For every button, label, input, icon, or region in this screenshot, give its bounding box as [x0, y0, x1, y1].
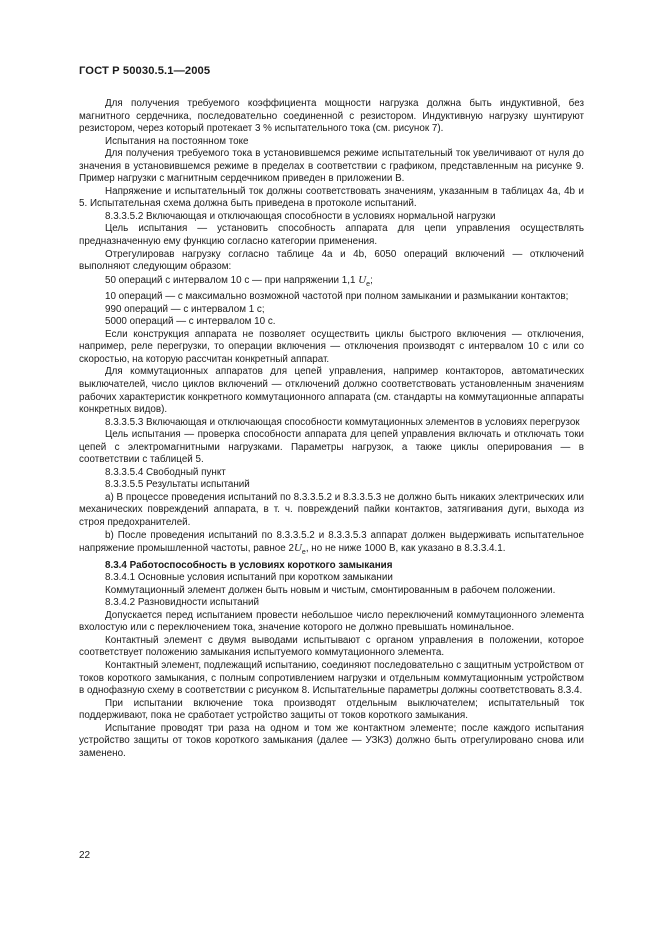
paragraph: Цель испытания — установить способность аппарата для цепи управления осуществлять предназначенную ему функцию согласно категории применения. — [79, 223, 584, 248]
section-heading — [79, 560, 584, 573]
paragraph: Если конструкция аппарата не позволяет осуществить циклы быстрого включения — отключения, например, реле перегрузки, то операции включения — отключения производят с интервалом 10 с или со скоростью, на которую рассчитан конкретный аппарат. — [79, 328, 584, 365]
list-item-end: , но не ниже 1000 В, как указано в 8.3.3.4.1. — [305, 543, 506, 555]
clause-heading: 8.3.3.5.3 Включающая и отключающая способности коммутационных элементов в условиях перегрузок — [105, 416, 580, 428]
clause-heading: 8.3.3.5.4 Свободный пункт — [105, 466, 226, 478]
clause-heading: 8.3.3.5.5 Результаты испытаний — [105, 479, 250, 491]
document-header: ГОСТ Р 50030.5.1—2005 — [79, 65, 211, 77]
list-item-end: ; — [370, 274, 373, 286]
paragraph: Испытания на постоянном токе — [105, 135, 249, 147]
paragraph: Для коммутационных аппаратов для цепей управления, например контакторов, автоматических выключателей, число циклов включений — отключений должно соответствовать установленным значениям рабочих характеристик конкретного коммутационного аппарата (см. стандарты на коммутационные аппараты конкретных видов). — [79, 366, 584, 416]
voltage-subscript: e — [366, 280, 371, 288]
clause-heading: 8.3.4.2 Разновидности испытаний — [105, 597, 260, 609]
voltage-symbol: U — [358, 273, 367, 286]
page-number: 22 — [79, 850, 91, 861]
list-item: 990 операций — с интервалом 1 с; — [105, 303, 265, 315]
paragraph: Для получения требуемого тока в установившемся режиме испытательный ток увеличивают от нуля до значения в установившемся режиме в пределах в соответствии с графиком, представленным на рисунке 9. Пример нагрузки с магнитным сердечником приведен в приложении В. — [79, 148, 584, 185]
paragraph: Коммутационный элемент должен быть новым и чистым, смонтированным в рабочем положении. — [105, 584, 556, 596]
clause-heading: 8.3.4.1 Основные условия испытаний при коротком замыкании — [105, 572, 393, 584]
list-item: а) В процессе проведения испытаний по 8.3.3.5.2 и 8.3.3.5.3 не должно быть никаких электрических или механических повреждений аппарата, в т. ч. повреждений пайки контактов, затягивания дуги, выхода из строя предохранителей. — [79, 491, 584, 529]
paragraph: Отрегулировав нагрузку согласно таблице 4а и 4b, 6050 операций включений — отключений выполняют следующим образом: — [79, 248, 584, 273]
list-item-text: 50 операций с интервалом 10 с — при напряжении 1,1 — [105, 274, 359, 286]
paragraph: Испытание проводят три раза на одном и том же контактном элементе; после каждого испытания устройство защиты от токов короткого замыкания (далее — УЗКЗ) должно быть отрегулировано снова или заменено. — [79, 722, 584, 759]
list-item — [79, 274, 584, 292]
voltage-symbol: U — [293, 542, 302, 555]
clause-heading: 8.3.3.5.2 Включающая и отключающая способности в условиях нормальной нагрузки — [105, 210, 496, 222]
document-body — [79, 98, 584, 760]
voltage-subscript: e — [301, 549, 306, 557]
section-heading-text: 8.3.4 Работоспособность в условиях короткого замыкания — [105, 559, 393, 571]
list-item: 5000 операций — с интервалом 10 с. — [105, 316, 276, 328]
paragraph: При испытании включение тока производят отдельным выключателем; испытательный ток поддерживают, пока не сработает устройство защиты от токов короткого замыкания. — [79, 697, 584, 722]
list-item — [79, 530, 584, 560]
paragraph: Контактный элемент, подлежащий испытанию, соединяют последовательно с защитным устройством от токов короткого замыкания, с полным сопротивлением нагрузки и отдельным коммутационным устройством в однофазную схему в соответствии с рисунком 8. Испытательные параметры должны соответствовать 8.3.4. — [79, 660, 584, 697]
paragraph: Цель испытания — проверка способности аппарата для цепей управления включать и отключать токи цепей с электромагнитными нагрузками. Параметры нагрузок, а также циклы оперирования — в соответствии с таблицей 5. — [79, 429, 584, 466]
paragraph: Контактный элемент с двумя выводами испытывают с органом управления в положении, которое соответствует положению замыкания испытуемого коммутационного элемента. — [79, 634, 584, 659]
paragraph: Допускается перед испытанием провести небольшое число переключений коммутационного элемента вхолостую или с переключением тока, значение которого не должно превышать номинальное. — [79, 609, 584, 634]
list-item-text: b) После проведения испытаний по 8.3.3.5.2 и 8.3.3.5.3 аппарат должен выдерживать испытательное напряжение промышленной частоты, равное 2 — [79, 529, 584, 555]
paragraph: Напряжение и испытательный ток должны соответствовать значениям, указанным в таблицах 4а, 4b и 5. Испытательная схема должна быть приведена в протоколе испытаний. — [79, 185, 584, 210]
paragraph: Для получения требуемого коэффициента мощности нагрузка должна быть индуктивной, без магнитного сердечника, последовательно соединенной с резистором. Индуктивную нагрузку шунтируют резистором, через который протекает 3 % испытательного тока (см. рисунок 7). — [79, 98, 584, 135]
list-item: 10 операций — с максимально возможной частотой при полном замыкании и размыкании контактов; — [105, 291, 569, 303]
